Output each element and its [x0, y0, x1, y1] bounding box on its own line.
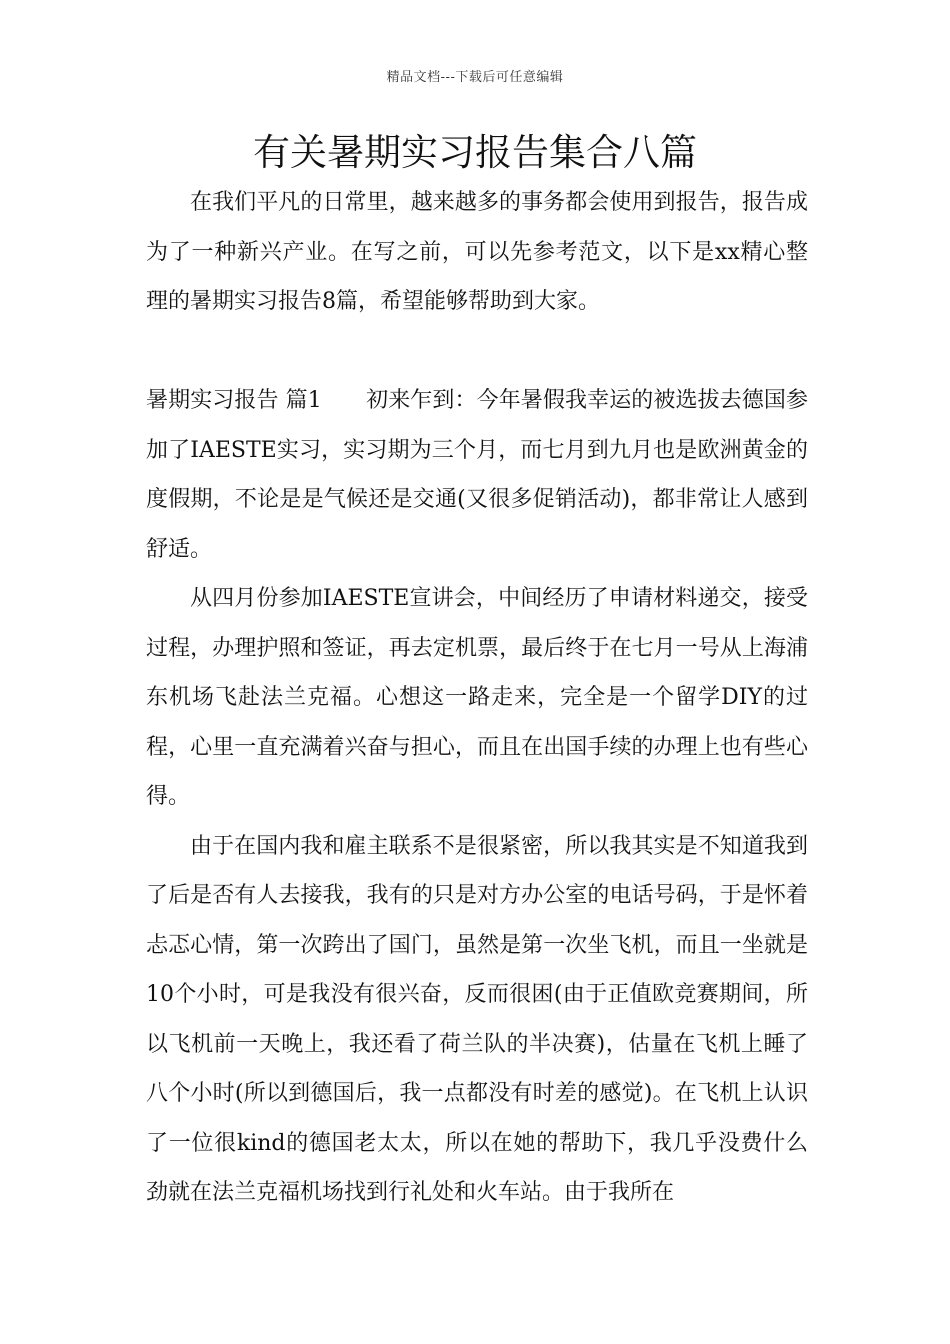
section-heading: 暑期实习报告 篇1 — [146, 388, 322, 413]
intro-paragraph: 在我们平凡的日常里，越来越多的事务都会使用到报告，报告成为了一种新兴产业。在写之前，可以先参考范文，以下是xx精心整理的暑期实习报告8篇，希望能够帮助到大家。 — [146, 190, 808, 314]
header-note: 精品文档---下载后可任意编辑 — [386, 70, 564, 85]
section-gap — [322, 388, 366, 413]
section-1-first-paragraph — [146, 376, 808, 574]
paragraph-3: 由于在国内我和雇主联系不是很紧密，所以我其实是不知道我到了后是否有人去接我，我有的只是对方办公室的电话号码，于是怀着忐忑心情，第一次跨出了国门，虽然是第一次坐飞机，而且一坐就是10个小时，可是我没有很兴奋，反而很困(由于正值欧竞赛期间，所以飞机前一天晚上，我还看了荷兰队的半决赛)，估量在飞机上睡了八个小时(所以到德国后，我一点都没有时差的感觉)。在飞机上认识了一位很kind的德国老太太，所以在她的帮助下，我几乎没费什么劲就在法兰克福机场找到行礼处和火车站。由于我所在 — [146, 833, 808, 1205]
document-body — [146, 178, 808, 1218]
paragraph-1-text: 初来乍到：今年暑假我幸运的被选拔去德国参加了IAESTE实习，实习期为三个月，而七月到九月也是欧洲黄金的度假期，不论是是气候还是交通(又很多促销活动)，都非常让人感到舒适。 — [146, 388, 808, 562]
paragraph-2: 从四月份参加IAESTE宣讲会，中间经历了申请材料递交，接受过程，办理护照和签证，再去定机票，最后终于在七月一号从上海浦东机场飞赴法兰克福。心想这一路走来，完全是一个留学DIY的过程，心里一直充满着兴奋与担心，而且在出国手续的办理上也有些心得。 — [146, 586, 808, 809]
document-title: 有关暑期实习报告集合八篇 — [253, 131, 697, 174]
